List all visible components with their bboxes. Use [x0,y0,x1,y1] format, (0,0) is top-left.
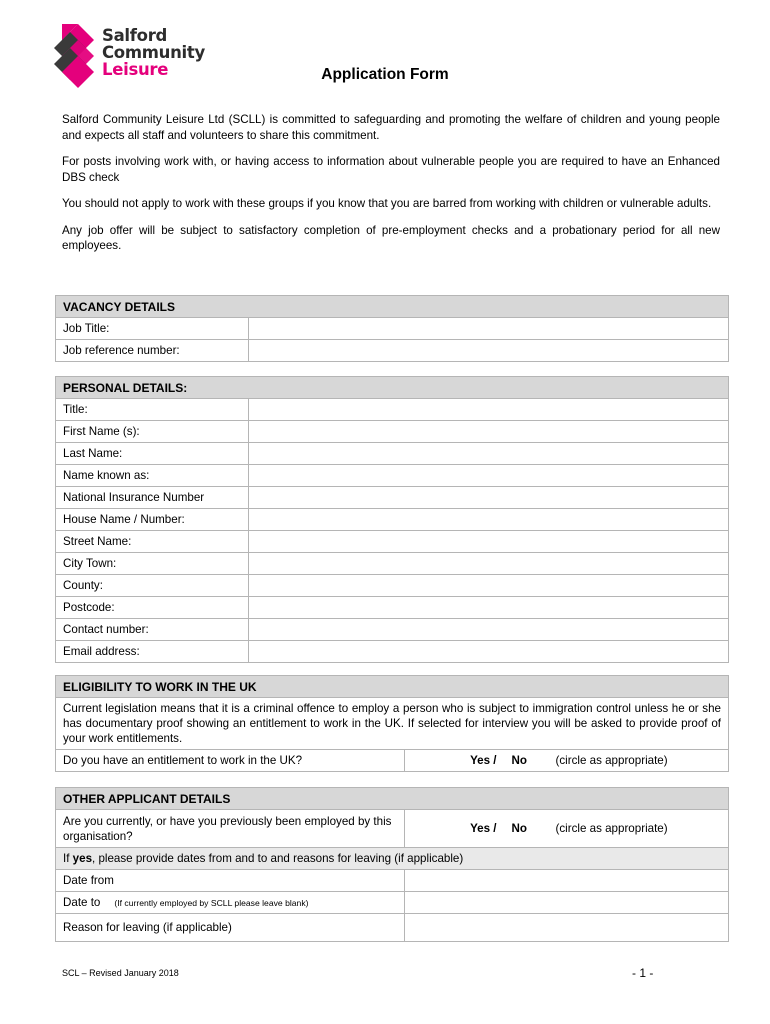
personal-table [55,376,729,663]
title-label: Title: [56,399,249,421]
reason-label: Reason for leaving (if applicable) [56,914,405,942]
entitlement-question: Do you have an entitlement to work in the UK? [56,750,405,772]
logo-line-2: Community [102,43,205,62]
postcode-field[interactable] [249,597,729,619]
eligibility-text: Current legislation means that it is a criminal offence to employ a person who is subject to immigration control unless he or she has documentary proof showing an entitlement to work in the UK. If selected for interview you will be asked to provide proof of your work entitlements. [56,698,729,750]
house-number-label: House Name / Number: [56,509,249,531]
logo-line-1: Salford [102,26,168,45]
other-details-table [55,787,729,942]
known-as-field[interactable] [249,465,729,487]
intro-paragraph: Salford Community Leisure Ltd (SCLL) is committed to safeguarding and promoting the welfare of children and young people and expects all staff and volunteers to share this commitment. [62,113,720,142]
county-label: County: [56,575,249,597]
date-from-label: Date from [56,870,405,892]
vacancy-header: VACANCY DETAILS [56,296,729,318]
intro [62,112,720,265]
if-yes-prefix: If [63,852,73,865]
eligibility-table [55,675,729,772]
intro-paragraph: For posts involving work with, or having access to information about vulnerable people you are required to have an Enhanced DBS check [62,155,720,184]
vacancy-table [55,295,729,362]
last-name-field[interactable] [249,443,729,465]
intro-paragraph: Any job offer will be subject to satisfactory completion of pre-employment checks and a probationary period for all new employees. [62,223,720,252]
street-name-field[interactable] [249,531,729,553]
logo-line-3: Leisure [102,60,169,79]
reason-field[interactable] [405,914,729,942]
job-reference-label: Job reference number: [56,340,249,362]
date-to-note: (If currently employed by SCLL please leave blank) [114,898,309,908]
job-reference-field[interactable] [249,340,729,362]
date-to-field[interactable] [405,892,729,914]
if-yes-rest: , please provide dates from and to and reasons for leaving (if applicable) [92,852,464,865]
first-name-field[interactable] [249,421,729,443]
last-name-label: Last Name: [56,443,249,465]
employed-no-option[interactable]: No [505,810,549,848]
date-to-label-cell [56,892,405,914]
contact-number-field[interactable] [249,619,729,641]
eligibility-header: ELIGIBILITY TO WORK IN THE UK [56,676,729,698]
page-number: - 1 - [632,966,654,980]
entitlement-hint: (circle as appropriate) [549,750,729,772]
intro-paragraph: You should not apply to work with these groups if you know that you are barred from working with children or vulnerable adults. [62,197,712,210]
entitlement-no-option[interactable]: No [505,750,549,772]
if-yes-instruction [56,848,729,870]
county-field[interactable] [249,575,729,597]
title-field[interactable] [249,399,729,421]
date-to-label: Date to [63,896,101,909]
page-title-wrap [0,66,770,84]
page-title: Application Form [321,66,449,83]
street-name-label: Street Name: [56,531,249,553]
if-yes-bold: yes [72,852,93,865]
known-as-label: Name known as: [56,465,249,487]
personal-header: PERSONAL DETAILS: [56,377,729,399]
ni-number-label: National Insurance Number [56,487,249,509]
employed-yes-option[interactable]: Yes / [405,810,505,848]
job-title-label: Job Title: [56,318,249,340]
other-details-header: OTHER APPLICANT DETAILS [56,788,729,810]
first-name-label: First Name (s): [56,421,249,443]
footer-revision: SCL – Revised January 2018 [62,968,179,978]
job-title-field[interactable] [249,318,729,340]
city-town-field[interactable] [249,553,729,575]
email-label: Email address: [56,641,249,663]
city-town-label: City Town: [56,553,249,575]
house-number-field[interactable] [249,509,729,531]
ni-number-field[interactable] [249,487,729,509]
employed-question: Are you currently, or have you previously been employed by this organisation? [56,810,405,848]
postcode-label: Postcode: [56,597,249,619]
email-field[interactable] [249,641,729,663]
entitlement-yes-option[interactable]: Yes / [405,750,505,772]
date-from-field[interactable] [405,870,729,892]
contact-number-label: Contact number: [56,619,249,641]
employed-hint: (circle as appropriate) [549,810,729,848]
